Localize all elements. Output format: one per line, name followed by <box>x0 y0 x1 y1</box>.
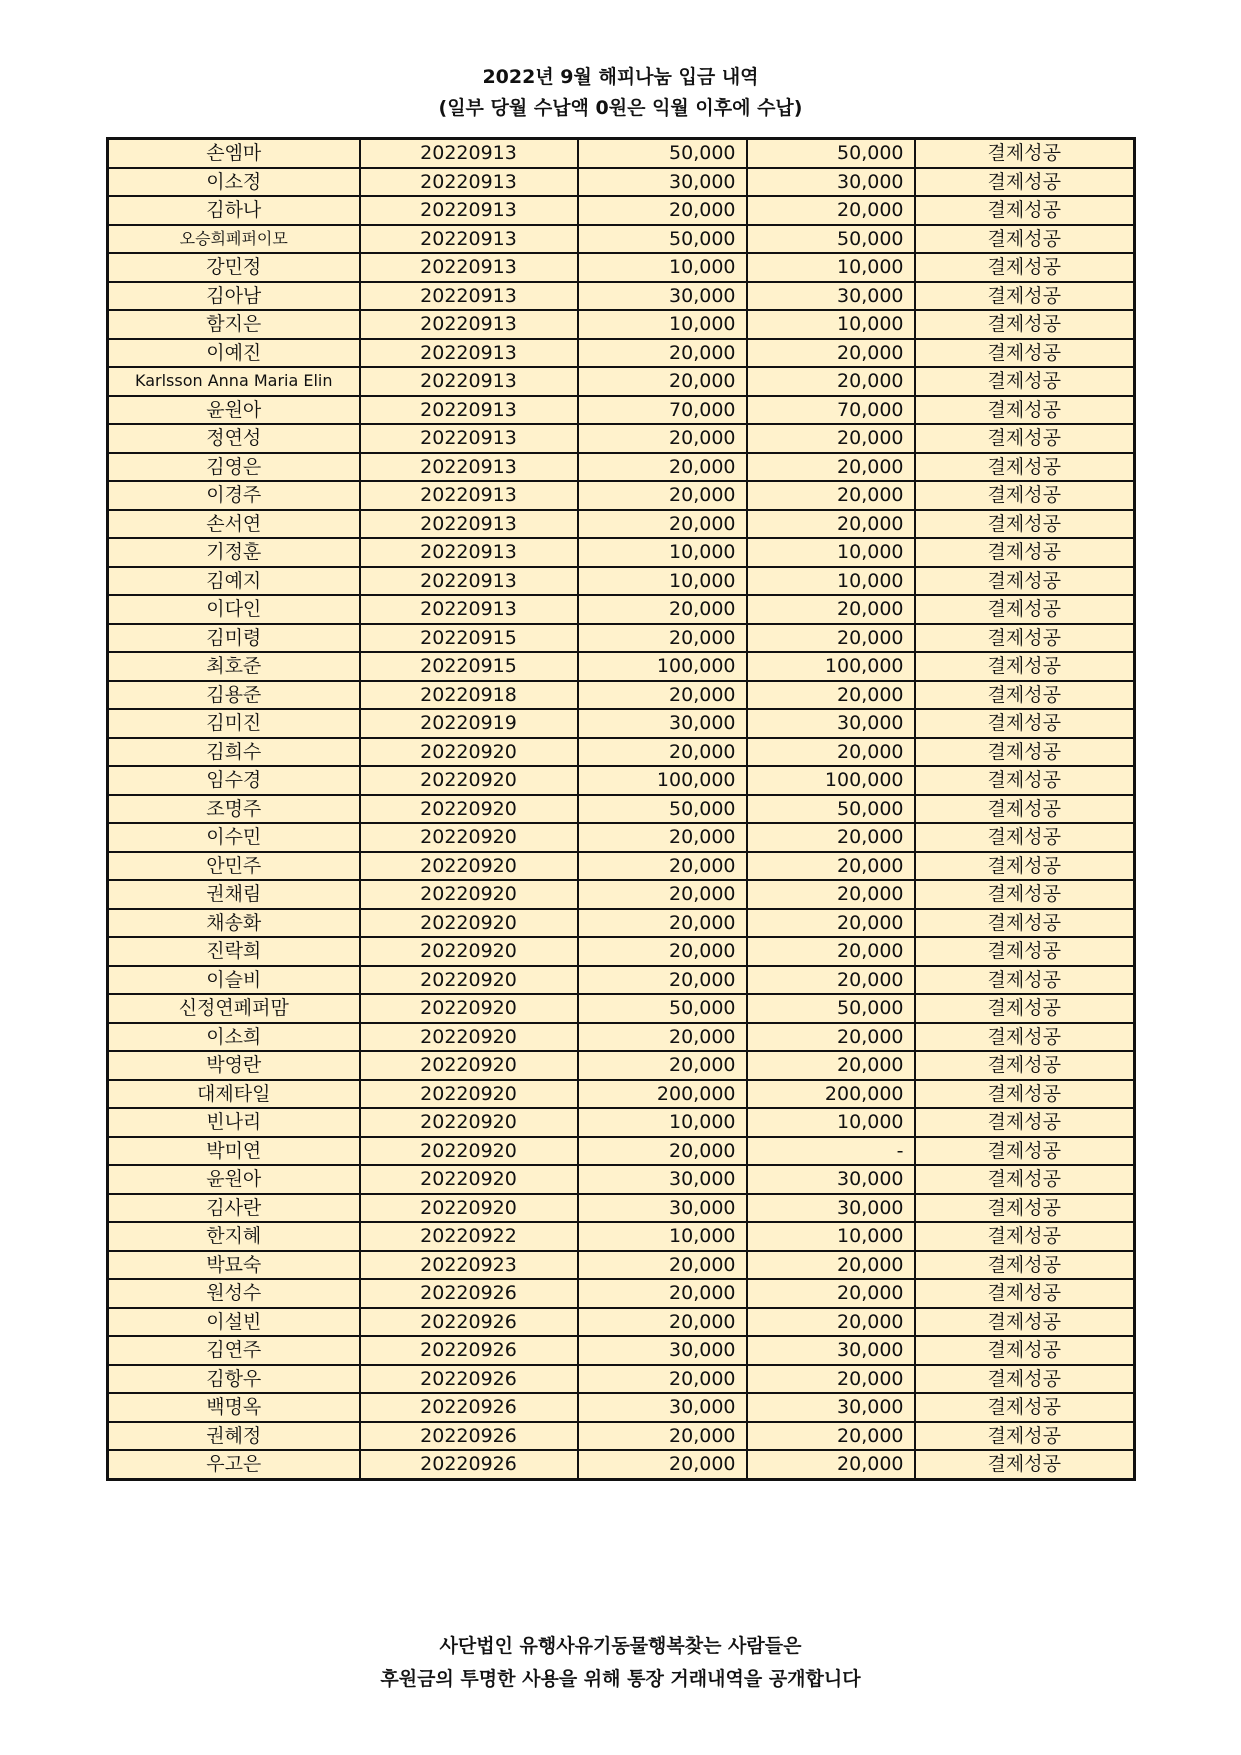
table-row <box>108 652 1135 681</box>
table-row <box>108 139 1135 168</box>
table-row <box>108 1393 1135 1422</box>
requested-amount-cell: 20,000 <box>578 852 747 881</box>
donor-name-cell: 원성수 <box>108 1279 360 1308</box>
table-row <box>108 481 1135 510</box>
requested-amount-cell: 30,000 <box>578 168 747 197</box>
received-amount-cell: 10,000 <box>747 567 915 596</box>
table-row <box>108 282 1135 311</box>
received-amount-cell: 20,000 <box>747 823 915 852</box>
payment-status-cell: 결제성공 <box>915 681 1135 710</box>
received-amount-cell: 20,000 <box>747 966 915 995</box>
received-amount-cell: 20,000 <box>747 1051 915 1080</box>
received-amount-cell: 200,000 <box>747 1080 915 1109</box>
date-cell: 20220913 <box>360 253 578 282</box>
date-cell: 20220913 <box>360 225 578 254</box>
requested-amount-cell: 70,000 <box>578 396 747 425</box>
donation-table <box>106 137 1136 1481</box>
requested-amount-cell: 100,000 <box>578 766 747 795</box>
table-row <box>108 168 1135 197</box>
requested-amount-cell: 20,000 <box>578 681 747 710</box>
received-amount-cell: 30,000 <box>747 1336 915 1365</box>
payment-status-cell: 결제성공 <box>915 1308 1135 1337</box>
payment-status-cell: 결제성공 <box>915 367 1135 396</box>
requested-amount-cell: 20,000 <box>578 481 747 510</box>
donor-name-cell: 임수경 <box>108 766 360 795</box>
donor-name-cell: 기정훈 <box>108 538 360 567</box>
requested-amount-cell: 10,000 <box>578 1222 747 1251</box>
date-cell: 20220920 <box>360 1080 578 1109</box>
date-cell: 20220913 <box>360 567 578 596</box>
date-cell: 20220920 <box>360 1194 578 1223</box>
requested-amount-cell: 10,000 <box>578 310 747 339</box>
date-cell: 20220920 <box>360 880 578 909</box>
received-amount-cell: 10,000 <box>747 1222 915 1251</box>
date-cell: 20220923 <box>360 1251 578 1280</box>
date-cell: 20220920 <box>360 1108 578 1137</box>
donor-name-cell: 대제타일 <box>108 1080 360 1109</box>
requested-amount-cell: 30,000 <box>578 709 747 738</box>
donor-name-cell: 김연주 <box>108 1336 360 1365</box>
date-cell: 20220913 <box>360 538 578 567</box>
payment-status-cell: 결제성공 <box>915 1365 1135 1394</box>
donor-name-cell: 박영란 <box>108 1051 360 1080</box>
requested-amount-cell: 50,000 <box>578 139 747 168</box>
table-row <box>108 339 1135 368</box>
date-cell: 20220926 <box>360 1450 578 1479</box>
table-row <box>108 681 1135 710</box>
date-cell: 20220913 <box>360 424 578 453</box>
donor-name-cell: 이소희 <box>108 1023 360 1052</box>
date-cell: 20220918 <box>360 681 578 710</box>
donor-name-cell: 김희수 <box>108 738 360 767</box>
requested-amount-cell: 30,000 <box>578 1165 747 1194</box>
received-amount-cell: 20,000 <box>747 852 915 881</box>
received-amount-cell: 20,000 <box>747 453 915 482</box>
table-row <box>108 709 1135 738</box>
table-row <box>108 367 1135 396</box>
payment-status-cell: 결제성공 <box>915 310 1135 339</box>
requested-amount-cell: 20,000 <box>578 453 747 482</box>
document-header <box>0 62 1241 124</box>
requested-amount-cell: 20,000 <box>578 339 747 368</box>
payment-status-cell: 결제성공 <box>915 595 1135 624</box>
payment-status-cell: 결제성공 <box>915 709 1135 738</box>
footer-line-2: 후원금의 투명한 사용을 위해 통장 거래내역을 공개합니다 <box>380 1668 861 1690</box>
payment-status-cell: 결제성공 <box>915 738 1135 767</box>
donor-name-cell: Karlsson Anna Maria Elin <box>108 367 360 396</box>
payment-status-cell: 결제성공 <box>915 1108 1135 1137</box>
donor-name-cell: 한지혜 <box>108 1222 360 1251</box>
donor-name-cell: 이경주 <box>108 481 360 510</box>
requested-amount-cell: 20,000 <box>578 1365 747 1394</box>
requested-amount-cell: 20,000 <box>578 1023 747 1052</box>
received-amount-cell: 50,000 <box>747 795 915 824</box>
donor-name-cell: 윤원아 <box>108 396 360 425</box>
date-cell: 20220920 <box>360 1023 578 1052</box>
table-row <box>108 424 1135 453</box>
requested-amount-cell: 20,000 <box>578 624 747 653</box>
date-cell: 20220926 <box>360 1393 578 1422</box>
requested-amount-cell: 20,000 <box>578 966 747 995</box>
date-cell: 20220913 <box>360 396 578 425</box>
table-row <box>108 823 1135 852</box>
received-amount-cell: 30,000 <box>747 1393 915 1422</box>
donor-name-cell: 김미령 <box>108 624 360 653</box>
table-row <box>108 510 1135 539</box>
received-amount-cell: 20,000 <box>747 481 915 510</box>
table-row <box>108 909 1135 938</box>
received-amount-cell: 30,000 <box>747 1165 915 1194</box>
received-amount-cell: - <box>747 1137 915 1166</box>
payment-status-cell: 결제성공 <box>915 510 1135 539</box>
donor-name-cell: 박미연 <box>108 1137 360 1166</box>
received-amount-cell: 20,000 <box>747 1251 915 1280</box>
requested-amount-cell: 20,000 <box>578 1279 747 1308</box>
payment-status-cell: 결제성공 <box>915 168 1135 197</box>
requested-amount-cell: 200,000 <box>578 1080 747 1109</box>
received-amount-cell: 20,000 <box>747 1308 915 1337</box>
payment-status-cell: 결제성공 <box>915 823 1135 852</box>
received-amount-cell: 20,000 <box>747 339 915 368</box>
requested-amount-cell: 30,000 <box>578 1194 747 1223</box>
payment-status-cell: 결제성공 <box>915 253 1135 282</box>
donor-name-cell: 채송화 <box>108 909 360 938</box>
received-amount-cell: 10,000 <box>747 1108 915 1137</box>
page-subtitle: (일부 당월 수납액 0원은 익월 이후에 수납) <box>438 97 803 119</box>
table-row <box>108 1165 1135 1194</box>
date-cell: 20220926 <box>360 1308 578 1337</box>
received-amount-cell: 20,000 <box>747 937 915 966</box>
payment-status-cell: 결제성공 <box>915 538 1135 567</box>
payment-status-cell: 결제성공 <box>915 937 1135 966</box>
donor-name-cell: 백명옥 <box>108 1393 360 1422</box>
table-row <box>108 1137 1135 1166</box>
date-cell: 20220920 <box>360 937 578 966</box>
requested-amount-cell: 20,000 <box>578 738 747 767</box>
date-cell: 20220920 <box>360 766 578 795</box>
table-row <box>108 1308 1135 1337</box>
received-amount-cell: 70,000 <box>747 396 915 425</box>
received-amount-cell: 100,000 <box>747 652 915 681</box>
payment-status-cell: 결제성공 <box>915 880 1135 909</box>
received-amount-cell: 20,000 <box>747 681 915 710</box>
received-amount-cell: 10,000 <box>747 253 915 282</box>
received-amount-cell: 50,000 <box>747 139 915 168</box>
date-cell: 20220920 <box>360 994 578 1023</box>
payment-status-cell: 결제성공 <box>915 424 1135 453</box>
date-cell: 20220920 <box>360 1137 578 1166</box>
page-title: 2022년 9월 해피나눔 입금 내역 <box>482 66 759 88</box>
received-amount-cell: 50,000 <box>747 225 915 254</box>
received-amount-cell: 20,000 <box>747 196 915 225</box>
donor-name-cell: 이수민 <box>108 823 360 852</box>
requested-amount-cell: 20,000 <box>578 595 747 624</box>
date-cell: 20220913 <box>360 339 578 368</box>
date-cell: 20220920 <box>360 966 578 995</box>
payment-status-cell: 결제성공 <box>915 766 1135 795</box>
requested-amount-cell: 10,000 <box>578 567 747 596</box>
date-cell: 20220920 <box>360 1165 578 1194</box>
received-amount-cell: 10,000 <box>747 310 915 339</box>
requested-amount-cell: 10,000 <box>578 1108 747 1137</box>
payment-status-cell: 결제성공 <box>915 1051 1135 1080</box>
donation-table-body <box>108 139 1135 1480</box>
requested-amount-cell: 20,000 <box>578 367 747 396</box>
payment-status-cell: 결제성공 <box>915 196 1135 225</box>
requested-amount-cell: 20,000 <box>578 1450 747 1479</box>
date-cell: 20220926 <box>360 1365 578 1394</box>
requested-amount-cell: 10,000 <box>578 253 747 282</box>
table-row <box>108 852 1135 881</box>
donor-name-cell: 신정연페퍼맘 <box>108 994 360 1023</box>
received-amount-cell: 20,000 <box>747 367 915 396</box>
table-row <box>108 1194 1135 1223</box>
payment-status-cell: 결제성공 <box>915 1137 1135 1166</box>
donor-name-cell: 김아남 <box>108 282 360 311</box>
donor-name-cell: 김항우 <box>108 1365 360 1394</box>
donor-name-cell: 강민정 <box>108 253 360 282</box>
received-amount-cell: 20,000 <box>747 510 915 539</box>
donor-name-cell: 김용준 <box>108 681 360 710</box>
donor-name-cell: 손서연 <box>108 510 360 539</box>
payment-status-cell: 결제성공 <box>915 567 1135 596</box>
donor-name-cell: 김예지 <box>108 567 360 596</box>
donor-name-cell: 우고은 <box>108 1450 360 1479</box>
donor-name-cell: 빈나리 <box>108 1108 360 1137</box>
requested-amount-cell: 20,000 <box>578 510 747 539</box>
table-row <box>108 1279 1135 1308</box>
date-cell: 20220913 <box>360 481 578 510</box>
received-amount-cell: 20,000 <box>747 880 915 909</box>
table-row <box>108 1023 1135 1052</box>
table-row <box>108 624 1135 653</box>
table-row <box>108 196 1135 225</box>
received-amount-cell: 20,000 <box>747 424 915 453</box>
date-cell: 20220920 <box>360 823 578 852</box>
payment-status-cell: 결제성공 <box>915 994 1135 1023</box>
donor-name-cell: 권혜정 <box>108 1422 360 1451</box>
table-row <box>108 795 1135 824</box>
requested-amount-cell: 20,000 <box>578 909 747 938</box>
payment-status-cell: 결제성공 <box>915 1393 1135 1422</box>
table-row <box>108 994 1135 1023</box>
date-cell: 20220922 <box>360 1222 578 1251</box>
table-row <box>108 1336 1135 1365</box>
table-row <box>108 1051 1135 1080</box>
donor-name-cell: 이다인 <box>108 595 360 624</box>
date-cell: 20220913 <box>360 510 578 539</box>
payment-status-cell: 결제성공 <box>915 652 1135 681</box>
requested-amount-cell: 20,000 <box>578 1308 747 1337</box>
donor-name-cell: 이예진 <box>108 339 360 368</box>
date-cell: 20220920 <box>360 795 578 824</box>
date-cell: 20220913 <box>360 595 578 624</box>
table-row <box>108 1222 1135 1251</box>
donor-name-cell: 김영은 <box>108 453 360 482</box>
donor-name-cell: 이슬비 <box>108 966 360 995</box>
payment-status-cell: 결제성공 <box>915 1194 1135 1223</box>
donor-name-cell: 손엠마 <box>108 139 360 168</box>
received-amount-cell: 100,000 <box>747 766 915 795</box>
donor-name-cell: 권채림 <box>108 880 360 909</box>
requested-amount-cell: 100,000 <box>578 652 747 681</box>
requested-amount-cell: 20,000 <box>578 823 747 852</box>
table-row <box>108 595 1135 624</box>
requested-amount-cell: 50,000 <box>578 225 747 254</box>
requested-amount-cell: 50,000 <box>578 994 747 1023</box>
donor-name-cell: 함지은 <box>108 310 360 339</box>
payment-status-cell: 결제성공 <box>915 624 1135 653</box>
date-cell: 20220920 <box>360 852 578 881</box>
payment-status-cell: 결제성공 <box>915 1023 1135 1052</box>
date-cell: 20220915 <box>360 652 578 681</box>
table-row <box>108 225 1135 254</box>
requested-amount-cell: 30,000 <box>578 1393 747 1422</box>
table-row <box>108 396 1135 425</box>
date-cell: 20220913 <box>360 310 578 339</box>
received-amount-cell: 30,000 <box>747 1194 915 1223</box>
footer-line-1: 사단법인 유행사유기동물행복찾는 사람들은 <box>439 1635 802 1657</box>
requested-amount-cell: 20,000 <box>578 937 747 966</box>
date-cell: 20220926 <box>360 1422 578 1451</box>
donor-name-cell: 이소정 <box>108 168 360 197</box>
donor-name-cell: 안민주 <box>108 852 360 881</box>
donor-name-cell: 오승희페퍼이모 <box>108 225 360 254</box>
table-row <box>108 310 1135 339</box>
received-amount-cell: 20,000 <box>747 1279 915 1308</box>
donor-name-cell: 이설빈 <box>108 1308 360 1337</box>
table-row <box>108 453 1135 482</box>
payment-status-cell: 결제성공 <box>915 1279 1135 1308</box>
donor-name-cell: 진락희 <box>108 937 360 966</box>
table-row <box>108 738 1135 767</box>
payment-status-cell: 결제성공 <box>915 481 1135 510</box>
table-row <box>108 937 1135 966</box>
requested-amount-cell: 20,000 <box>578 1251 747 1280</box>
date-cell: 20220913 <box>360 139 578 168</box>
table-row <box>108 966 1135 995</box>
payment-status-cell: 결제성공 <box>915 1336 1135 1365</box>
table-row <box>108 567 1135 596</box>
payment-status-cell: 결제성공 <box>915 966 1135 995</box>
table-row <box>108 1422 1135 1451</box>
date-cell: 20220913 <box>360 282 578 311</box>
document-footer <box>0 1630 1241 1696</box>
received-amount-cell: 30,000 <box>747 709 915 738</box>
donor-name-cell: 정연성 <box>108 424 360 453</box>
table-row <box>108 253 1135 282</box>
requested-amount-cell: 50,000 <box>578 795 747 824</box>
date-cell: 20220926 <box>360 1336 578 1365</box>
donor-name-cell: 박묘숙 <box>108 1251 360 1280</box>
payment-status-cell: 결제성공 <box>915 1165 1135 1194</box>
payment-status-cell: 결제성공 <box>915 453 1135 482</box>
date-cell: 20220913 <box>360 168 578 197</box>
requested-amount-cell: 20,000 <box>578 1137 747 1166</box>
received-amount-cell: 30,000 <box>747 282 915 311</box>
donor-name-cell: 김미진 <box>108 709 360 738</box>
payment-status-cell: 결제성공 <box>915 339 1135 368</box>
table-row <box>108 1080 1135 1109</box>
table-row <box>108 880 1135 909</box>
requested-amount-cell: 30,000 <box>578 1336 747 1365</box>
table-row <box>108 1365 1135 1394</box>
date-cell: 20220920 <box>360 1051 578 1080</box>
donor-name-cell: 김사란 <box>108 1194 360 1223</box>
received-amount-cell: 20,000 <box>747 1450 915 1479</box>
date-cell: 20220920 <box>360 738 578 767</box>
table-row <box>108 538 1135 567</box>
date-cell: 20220919 <box>360 709 578 738</box>
donor-name-cell: 조명주 <box>108 795 360 824</box>
requested-amount-cell: 20,000 <box>578 424 747 453</box>
payment-status-cell: 결제성공 <box>915 909 1135 938</box>
payment-status-cell: 결제성공 <box>915 852 1135 881</box>
received-amount-cell: 20,000 <box>747 909 915 938</box>
payment-status-cell: 결제성공 <box>915 225 1135 254</box>
payment-status-cell: 결제성공 <box>915 1450 1135 1479</box>
table-row <box>108 1450 1135 1479</box>
received-amount-cell: 20,000 <box>747 738 915 767</box>
requested-amount-cell: 20,000 <box>578 196 747 225</box>
donor-name-cell: 김하나 <box>108 196 360 225</box>
date-cell: 20220913 <box>360 196 578 225</box>
payment-status-cell: 결제성공 <box>915 1222 1135 1251</box>
date-cell: 20220920 <box>360 909 578 938</box>
date-cell: 20220915 <box>360 624 578 653</box>
received-amount-cell: 20,000 <box>747 1365 915 1394</box>
table-row <box>108 1251 1135 1280</box>
payment-status-cell: 결제성공 <box>915 1422 1135 1451</box>
requested-amount-cell: 20,000 <box>578 1051 747 1080</box>
payment-status-cell: 결제성공 <box>915 282 1135 311</box>
received-amount-cell: 50,000 <box>747 994 915 1023</box>
received-amount-cell: 10,000 <box>747 538 915 567</box>
received-amount-cell: 20,000 <box>747 595 915 624</box>
donor-name-cell: 최호준 <box>108 652 360 681</box>
received-amount-cell: 20,000 <box>747 624 915 653</box>
payment-status-cell: 결제성공 <box>915 1080 1135 1109</box>
requested-amount-cell: 10,000 <box>578 538 747 567</box>
requested-amount-cell: 20,000 <box>578 880 747 909</box>
date-cell: 20220913 <box>360 367 578 396</box>
payment-status-cell: 결제성공 <box>915 795 1135 824</box>
requested-amount-cell: 30,000 <box>578 282 747 311</box>
payment-status-cell: 결제성공 <box>915 396 1135 425</box>
donor-name-cell: 윤원아 <box>108 1165 360 1194</box>
table-row <box>108 766 1135 795</box>
date-cell: 20220913 <box>360 453 578 482</box>
payment-status-cell: 결제성공 <box>915 1251 1135 1280</box>
received-amount-cell: 20,000 <box>747 1023 915 1052</box>
payment-status-cell: 결제성공 <box>915 139 1135 168</box>
requested-amount-cell: 20,000 <box>578 1422 747 1451</box>
table-row <box>108 1108 1135 1137</box>
received-amount-cell: 20,000 <box>747 1422 915 1451</box>
date-cell: 20220926 <box>360 1279 578 1308</box>
received-amount-cell: 30,000 <box>747 168 915 197</box>
